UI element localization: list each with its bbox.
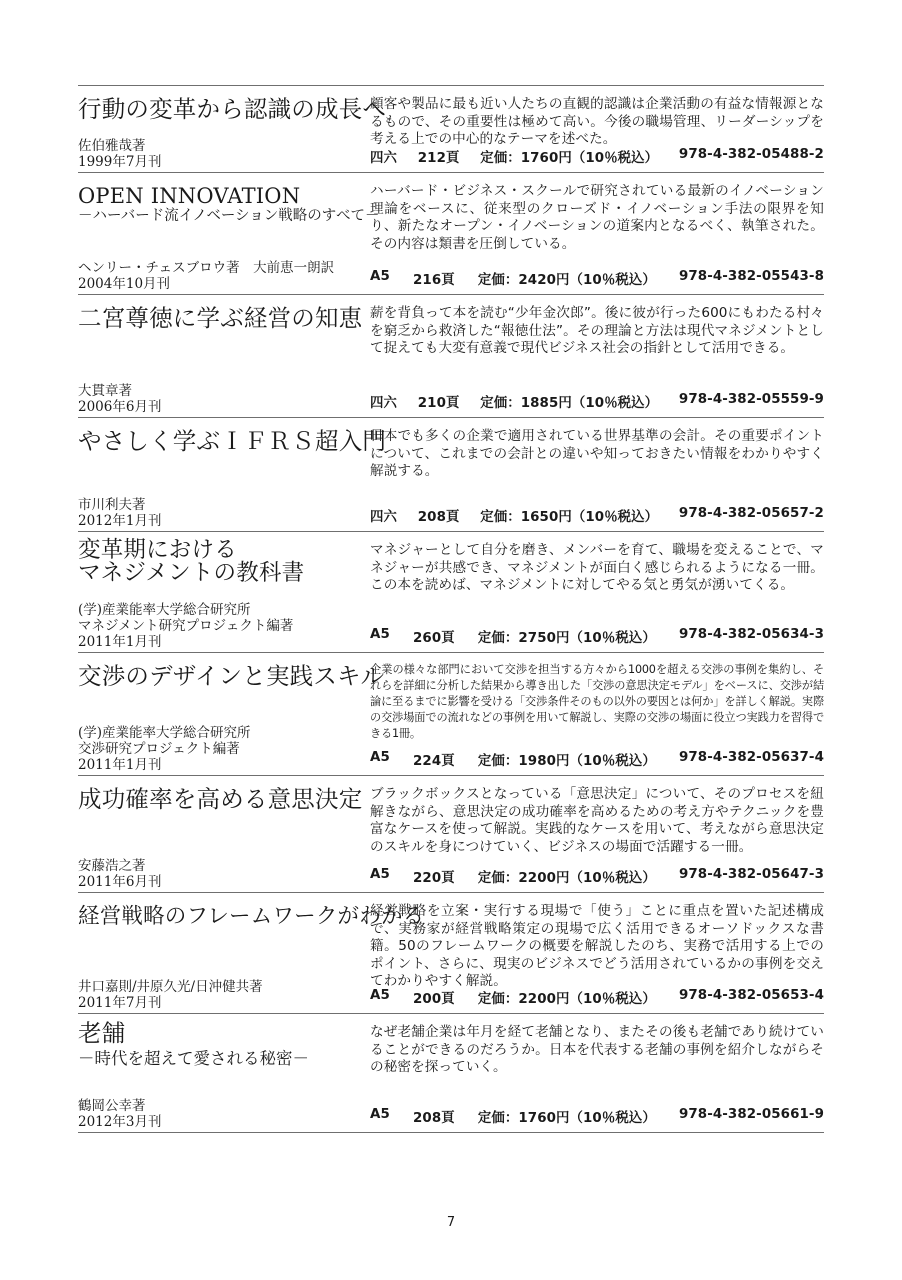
book-isbn: 978-4-382-05657-2 [678, 506, 824, 521]
book-price: 定価：2200円（10％税込） [477, 992, 656, 1007]
book-format: A5 [370, 988, 390, 1003]
book-spec [370, 147, 824, 166]
book-format: A5 [370, 750, 390, 765]
book-entry [78, 531, 824, 652]
book-title: 変革期における マネジメントの教科書 [78, 537, 305, 586]
book-isbn: 978-4-382-05543-8 [678, 269, 824, 284]
book-description: 企業の様々な部門において交渉を担当する方々から1000を超える交渉の事例を集約し、それらを詳細に分析した結果から導き出した「交渉の意思決定モデル」をベースに、交渉が結論に至るまでに影響を受ける「交渉条件そのもの以外の要因とは何か」を詳しく解説。実際の交渉場面での流れなどの事例を用いて解説し、実際の交渉の場面に役立つ実践力を習得できる1冊。 [370, 663, 824, 740]
book-isbn: 978-4-382-05488-2 [678, 147, 824, 162]
publication-date: 2011年7月刊 [78, 995, 162, 1011]
page-number: 7 [446, 1215, 456, 1230]
book-pages: 220頁 [413, 871, 455, 886]
book-title: 二宮尊徳に学ぶ経営の知恵 [78, 304, 363, 332]
publication-date: 2012年1月刊 [78, 513, 162, 529]
book-subtitle: －時代を超えて愛される秘密－ [78, 1049, 309, 1068]
publication-date: 2006年6月刊 [78, 399, 162, 415]
book-pages: 200頁 [413, 992, 455, 1007]
book-price: 定価：1980円（10％税込） [477, 754, 656, 769]
book-isbn: 978-4-382-05661-9 [678, 1107, 824, 1122]
book-description: 経営戦略を立案・実行する現場で「使う」ことに重点を置いた記述構成で、実務家が経営戦略策定の現場で広く活用できるオーソドックスな書籍。50のフレームワークの概要を解説したのち、実務で活用する上でのポイント、さらに、現実のビジネスでどう活用されているかの事例を交えてわかりやすく解説。 [370, 903, 824, 989]
book-spec [370, 627, 824, 646]
book-spec [370, 392, 824, 411]
book-author: (学)産業能率大学総合研究所 交渉研究プロジェクト編著 2011年1月刊 [78, 725, 251, 773]
book-pages: 210頁 [417, 396, 460, 411]
book-description: ブラックボックスとなっている「意思決定」について、そのプロセスを紐解きながら、意思決定の成功確率を高めるための考え方やテクニックを豊富なケースを使って解説。実践的なケースを用いて、考えながら意思決定のスキルを身につけていく、ビジネスの場面で活躍する一冊。 [370, 786, 824, 855]
publication-date: 2011年1月刊 [78, 757, 162, 773]
book-entry [78, 85, 824, 172]
book-description: ハーバード・ビジネス・スクールで研究されている最新のイノベーション理論をベースに、従来型のクローズド・イノベーション手法の限界を知り、新たなオープン・イノベーションの道案内となるべく、執筆された。その内容は類書を圧倒している。 [370, 183, 824, 252]
book-spec [370, 867, 824, 886]
book-description: 顧客や製品に最も近い人たちの直観的認識は企業活動の有益な情報源となるもので、その重要性は極めて高い。今後の職場管理、リーダーシップを考える上での中心的なテーマを述べた。 [370, 96, 824, 147]
book-author: (学)産業能率大学総合研究所 マネジメント研究プロジェクト編著 2011年1月刊 [78, 602, 294, 650]
book-entry [78, 892, 824, 1013]
book-entry [78, 1013, 824, 1133]
book-description: 日本でも多くの企業で適用されている世界基準の会計。その重要ポイントについて、これまでの会計との違いや知っておきたい情報をわかりやすく解説する。 [370, 428, 824, 479]
book-price: 定価：2200円（10％税込） [477, 871, 656, 886]
book-title: 成功確率を高める意思決定 [78, 785, 363, 813]
book-entry [78, 294, 824, 417]
book-author: ヘンリー・チェスブロウ著 大前恵一朗訳 2004年10月刊 [78, 260, 335, 292]
book-price: 定価：1650円（10％税込） [480, 510, 659, 525]
book-title: 行動の変革から認識の成長へ [78, 95, 387, 123]
book-format: A5 [370, 627, 390, 642]
book-price: 定価：1885円（10％税込） [480, 396, 659, 411]
book-catalog [78, 85, 824, 1133]
book-spec [370, 269, 824, 288]
book-entry [78, 172, 824, 294]
book-isbn: 978-4-382-05653-4 [678, 988, 824, 1003]
book-title: やさしく学ぶＩＦＲＳ超入門 [78, 427, 387, 455]
book-title: 交渉のデザインと実践スキル [78, 662, 385, 690]
book-pages: 216頁 [413, 273, 455, 288]
publication-date: 2012年3月刊 [78, 1114, 162, 1130]
book-pages: 208頁 [413, 1111, 455, 1126]
book-format: 四六 [370, 396, 397, 411]
book-author: 大貫章著 2006年6月刊 [78, 383, 162, 415]
publication-date: 1999年7月刊 [78, 154, 162, 170]
book-description: なぜ老舗企業は年月を経て老舗となり、またその後も老舗であり続けていることができるのだろうか。日本を代表する老舗の事例を紹介しながらその秘密を探っていく。 [370, 1024, 824, 1075]
book-author: 佐伯雅哉著 1999年7月刊 [78, 138, 162, 170]
book-isbn: 978-4-382-05559-9 [678, 392, 824, 407]
book-description: マネジャーとして自分を磨き、メンバーを育て、職場を変えることで、マネジャーが共感でき、マネジメントが面白く感じられるようになる一冊。この本を読めば、マネジメントに対してやる気と勇気が湧いてくる。 [370, 542, 824, 593]
publication-date: 2004年10月刊 [78, 276, 171, 292]
book-author: 安藤浩之著 2011年6月刊 [78, 858, 162, 890]
book-title: 老舗 [78, 1019, 126, 1047]
book-format: 四六 [370, 151, 397, 166]
book-isbn: 978-4-382-05647-3 [678, 867, 824, 882]
book-price: 定価：2750円（10％税込） [477, 631, 656, 646]
book-entry [78, 652, 824, 775]
book-pages: 260頁 [413, 631, 455, 646]
book-format: A5 [370, 269, 390, 284]
book-author: 井口嘉則/井原久光/日沖健共著 2011年7月刊 [78, 979, 263, 1011]
publication-date: 2011年6月刊 [78, 874, 162, 890]
book-spec [370, 506, 824, 525]
book-price: 定価：2420円（10％税込） [477, 273, 656, 288]
book-pages: 224頁 [413, 754, 455, 769]
book-format: A5 [370, 867, 390, 882]
book-spec [370, 750, 824, 769]
book-pages: 212頁 [417, 151, 460, 166]
book-entry [78, 775, 824, 892]
book-isbn: 978-4-382-05634-3 [678, 627, 824, 642]
book-format: A5 [370, 1107, 390, 1122]
book-price: 定価：1760円（10％税込） [480, 151, 659, 166]
book-spec [370, 1107, 824, 1126]
book-subtitle: －ハーバード流イノベーション戦略のすべて－ [78, 208, 380, 224]
book-entry [78, 417, 824, 531]
book-price: 定価：1760円（10％税込） [477, 1111, 656, 1126]
book-title: OPEN INNOVATION [78, 184, 301, 208]
book-isbn: 978-4-382-05637-4 [678, 750, 824, 765]
book-author: 鶴岡公幸著 2012年3月刊 [78, 1098, 162, 1130]
publication-date: 2011年1月刊 [78, 634, 162, 650]
book-pages: 208頁 [417, 510, 460, 525]
book-description: 薪を背負って本を読む“少年金次郎”。後に彼が行った600にもわたる村々を窮乏から救済した“報徳仕法”。その理論と方法は現代マネジメントとして捉えても大変有意義で現代ビジネス社会の指針として活用できる。 [370, 305, 824, 356]
book-format: 四六 [370, 510, 397, 525]
book-title: 経営戦略のフレームワークがわかる [78, 904, 425, 929]
book-spec [370, 988, 824, 1007]
book-author: 市川利夫著 2012年1月刊 [78, 497, 162, 529]
